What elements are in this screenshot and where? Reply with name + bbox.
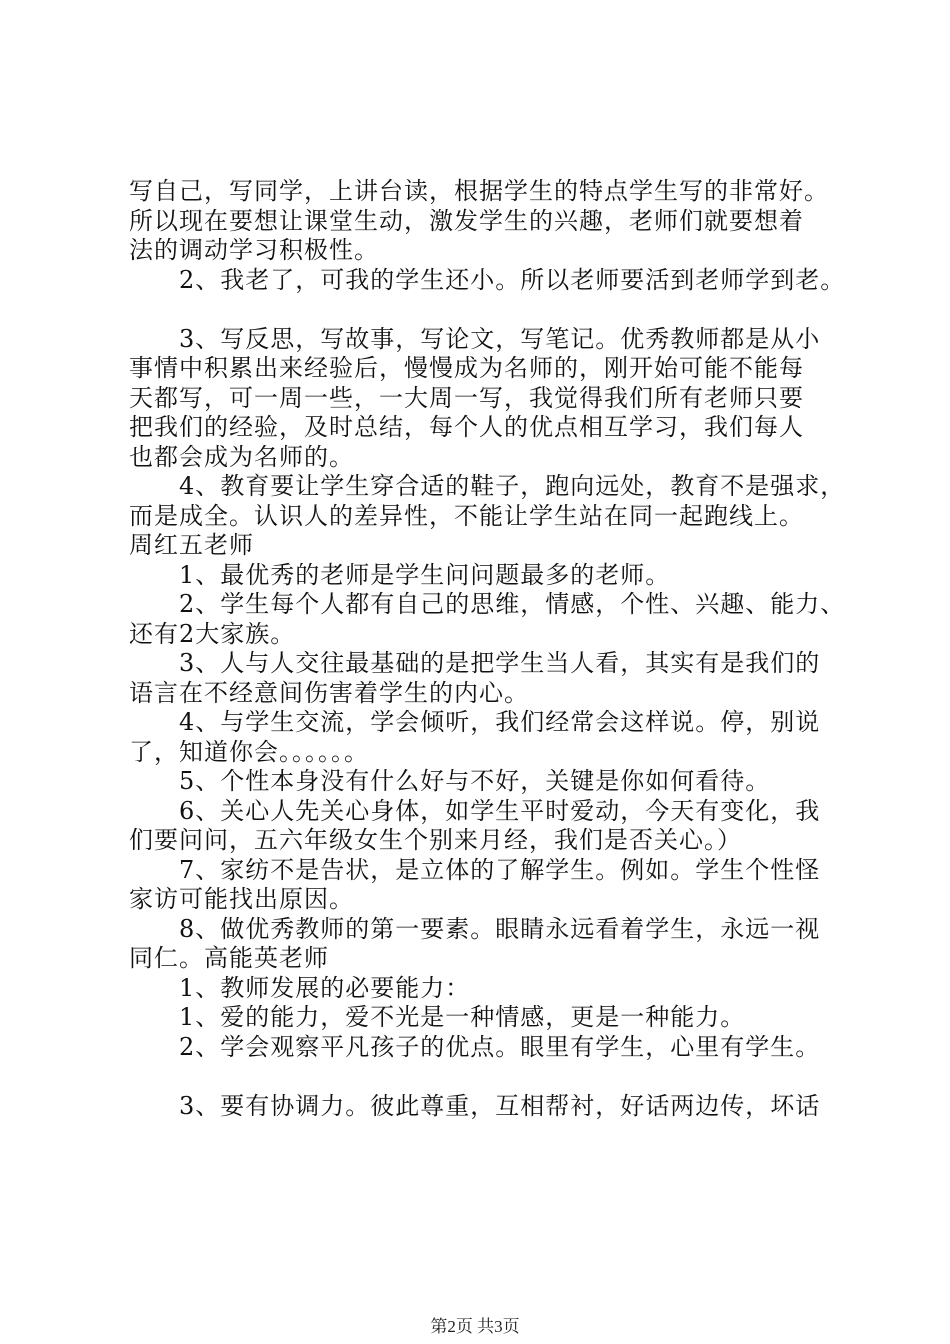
document-body: [129, 177, 854, 1121]
blank-line: [129, 295, 854, 325]
text-line: 而是成全。认识人的差异性，不能让学生站在同一起跑线上。: [129, 501, 804, 530]
text-line: 同仁。高能英老师: [129, 944, 329, 972]
text-line: 3、要有协调力。彼此尊重，互相帮衬，好话两边传，坏话: [179, 1091, 821, 1120]
text-line: 天都写，可一周一些，一大周一写，我觉得我们所有老师只要: [129, 383, 804, 412]
text-line: 法的调动学习积极性。: [129, 236, 379, 264]
text-line: 2、学会观察平凡孩子的优点。眼里有学生，心里有学生。: [179, 1032, 821, 1061]
text-line: 把我们的经验，及时总结，每个人的优点相互学习，我们每人: [129, 413, 804, 441]
text-line: 4、与学生交流，学会倾听，我们经常会这样说。停，别说: [179, 708, 821, 736]
text-line: 4、教育要让学生穿合适的鞋子，跑向远处，教育不是强求，: [179, 472, 846, 500]
text-line: 写自己，写同学，上讲台读，根据学生的特点学生写的非常好。: [129, 177, 829, 205]
text-line: 1、教师发展的必要能力：: [179, 973, 471, 1002]
text-line: 7、家纺不是告状，是立体的了解学生。例如。学生个性怪: [179, 855, 821, 884]
text-line: 2、学生每个人都有自己的思维，情感，个性、兴趣、能力、: [179, 590, 846, 618]
text-line: 语言在不经意间伤害着学生的内心。: [129, 678, 529, 707]
text-line: 事情中积累出来经验后，慢慢成为名师的，刚开始可能不能每: [129, 354, 804, 382]
blank-line: [129, 1062, 854, 1092]
text-line: 8、做优秀教师的第一要素。眼睛永远看着学生，永远一视: [179, 914, 821, 943]
text-line: 6、关心人先关心身体，如学生平时爱动，今天有变化，我: [179, 796, 821, 825]
text-line: 们要问问，五六年级女生个别来月经，我们是否关心。）: [129, 826, 742, 854]
text-line: 2、我老了，可我的学生还小。所以老师要活到老师学到老。: [179, 265, 846, 294]
text-line: 1、最优秀的老师是学生问问题最多的老师。: [179, 560, 671, 589]
page-footer: 第2页 共3页: [430, 1317, 520, 1336]
text-line: 3、人与人交往最基础的是把学生当人看，其实有是我们的: [179, 649, 821, 677]
text-line: 了，知道你会。。。。。。: [129, 737, 369, 766]
text-line: 周红五老师: [129, 531, 254, 559]
text-line: 也都会成为名师的。: [129, 442, 354, 471]
text-line: 家访可能找出原因。: [129, 885, 354, 913]
text-line: 所以现在要想让课堂生动，激发学生的兴趣，老师们就要想着: [129, 206, 804, 235]
text-line: 5、个性本身没有什么好与不好，关键是你如何看待。: [179, 767, 771, 795]
text-line: 1、爱的能力，爱不光是一种情感，更是一种能力。: [179, 1003, 746, 1031]
text-line: 3、写反思，写故事，写论文，写笔记。优秀教师都是从小: [179, 324, 821, 353]
text-line: 还有2大家族。: [129, 619, 296, 648]
